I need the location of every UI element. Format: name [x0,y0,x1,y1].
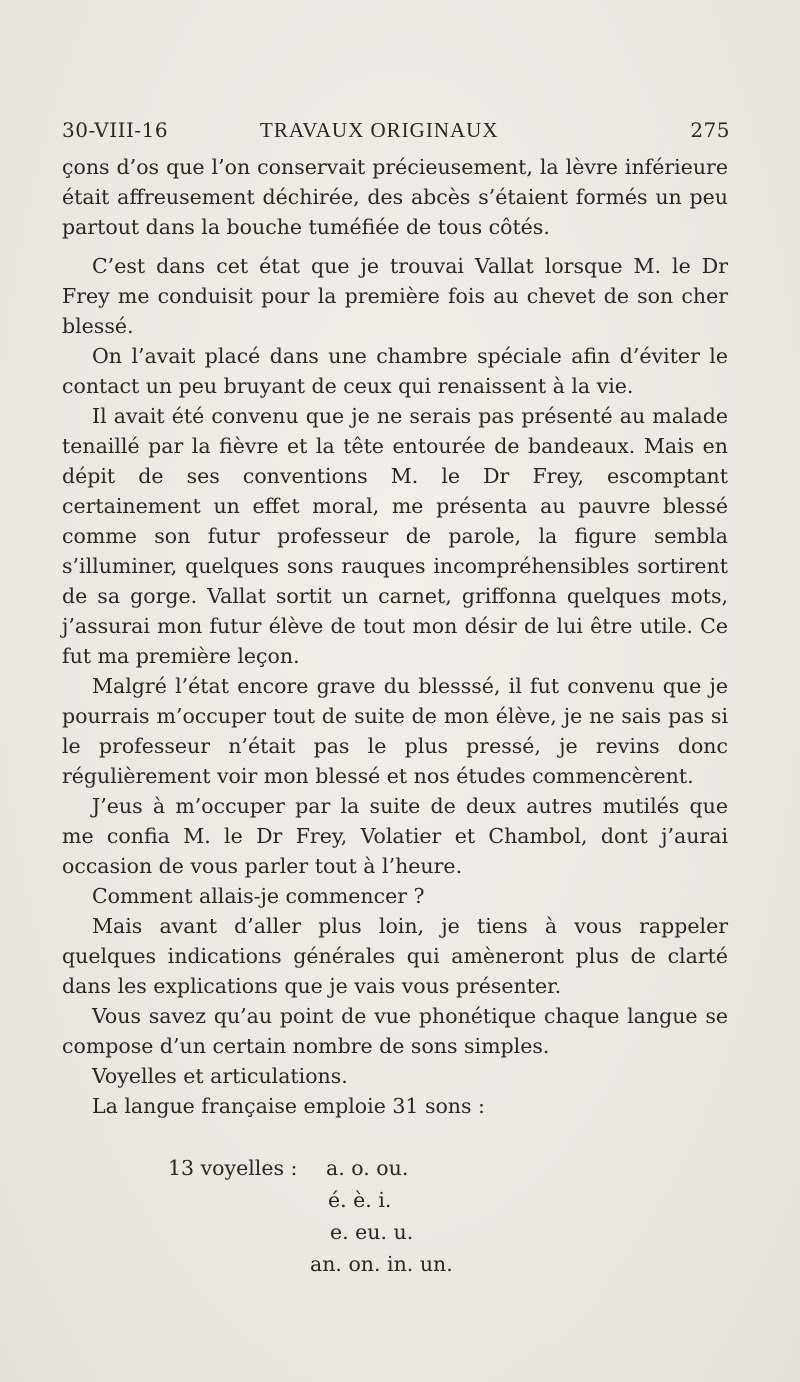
body-text [62,152,728,1121]
vowel-line: a. o. ou. [326,1156,409,1180]
header-date: 30-VIII-16 [62,118,169,142]
vowel-line: an. on. in. un. [310,1252,453,1276]
paragraph: On l’avait placé dans une chambre spéciale afin d’éviter le contact un peu bruyant de ceux qui renaissent à la vie. [62,344,728,398]
paragraph: Vous savez qu’au point de vue phonétique chaque langue se compose d’un certain nombre de sons simples. [62,1004,728,1058]
page-number: 275 [690,118,730,142]
vowel-line: e. eu. u. [330,1220,414,1244]
paragraph: J’eus à m’occuper par la suite de deux autres mutilés que me confia M. le Dr Frey, Volatier et Chambol, dont j’aurai occasion de vous parler tout à l’heure. [62,794,728,878]
running-header [62,118,730,148]
vowel-line: é. è. i. [328,1188,392,1212]
paragraph: çons d’os que l’on conservait précieusement, la lèvre inférieure était affreusement déchirée, des abcès s’étaient formés un peu partout dans la bouche tuméfiée de tous côtés. [62,155,728,239]
vowel-list-label: 13 voyelles : [168,1156,298,1180]
paragraph: Comment allais-je commencer ? [92,884,425,908]
paragraph: Il avait été convenu que je ne serais pas présenté au malade tenaillé par la fièvre et la tête entourée de bandeaux. Mais en dépit de ses conventions M. le Dr Frey, escomptant certainement un effet moral, me présenta au pauvre blessé comme son futur professeur de parole, la figure sembla s’illuminer, quelques sons rauques incompréhensibles sortirent de sa gorge. Vallat sortit un carnet, griffonna quelques mots, j’assurai mon futur élève de tout mon désir de lui être utile. Ce fut ma première leçon. [62,404,728,668]
paragraph: Malgré l’état encore grave du blesssé, il fut convenu que je pourrais m’occuper tout de suite de mon élève, je ne sais pas si le professeur n’était pas le plus pressé, je revins donc régulièrement voir mon blessé et nos études commencèrent. [62,674,728,788]
vowel-lines [310,1152,453,1280]
header-title: TRAVAUX ORIGINAUX [260,118,499,142]
paragraph: C’est dans cet état que je trouvai Vallat lorsque M. le Dr Frey me conduisit pour la première fois au chevet de son cher blessé. [62,254,728,338]
paragraph: Mais avant d’aller plus loin, je tiens à vous rappeler quelques indications générales qui amèneront plus de clarté dans les explications que je vais vous présenter. [62,914,728,998]
paragraph: La langue française emploie 31 sons : [92,1094,485,1118]
paragraph: Voyelles et articulations. [92,1064,348,1088]
